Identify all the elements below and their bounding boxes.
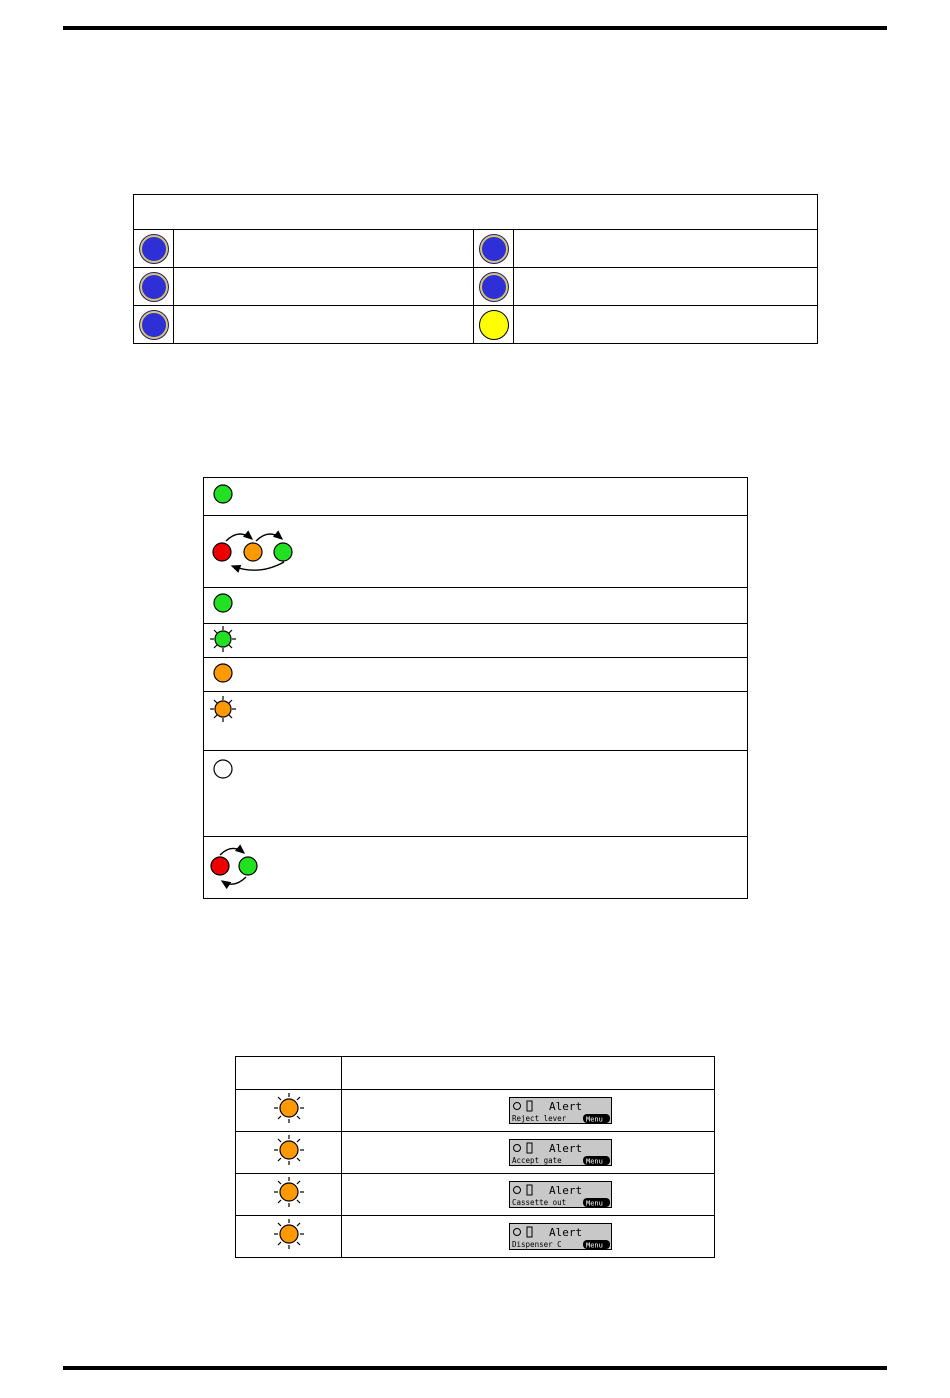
table-row bbox=[236, 1132, 715, 1174]
button-label bbox=[514, 268, 818, 306]
blue-button-icon bbox=[480, 235, 508, 263]
button-legend-table bbox=[133, 194, 818, 344]
table-row bbox=[134, 268, 818, 306]
lcd-menu-button: Menu bbox=[586, 1241, 603, 1249]
top-rule bbox=[63, 26, 887, 30]
lcd-title: Alert bbox=[549, 1183, 583, 1197]
lcd-message: Reject lever bbox=[512, 1113, 567, 1123]
table-row bbox=[236, 1216, 715, 1258]
orange-led-flashing-icon bbox=[272, 1133, 306, 1167]
orange-led-steady-icon bbox=[204, 658, 244, 686]
lcd-menu-button: Menu bbox=[586, 1199, 603, 1207]
lcd-display bbox=[509, 1097, 613, 1125]
table-row bbox=[236, 1090, 715, 1132]
green-led-flashing-icon bbox=[204, 624, 244, 652]
led-alternate-red-green-icon bbox=[204, 837, 274, 893]
yellow-button-icon bbox=[479, 310, 509, 340]
button-label bbox=[514, 230, 818, 268]
green-led-steady-icon bbox=[204, 588, 244, 618]
blue-button-icon bbox=[140, 235, 168, 263]
orange-led-flashing-icon bbox=[204, 692, 244, 724]
table-row bbox=[204, 751, 748, 837]
table-row bbox=[204, 516, 748, 588]
blue-button-icon bbox=[140, 311, 168, 339]
lcd-message: Accept gate bbox=[512, 1155, 562, 1165]
led-off-icon bbox=[204, 751, 244, 783]
lcd-menu-button: Menu bbox=[586, 1115, 603, 1123]
button-legend-header bbox=[134, 195, 818, 230]
orange-led-flashing-icon bbox=[272, 1217, 306, 1251]
orange-led-flashing-icon bbox=[272, 1091, 306, 1125]
green-led-steady-icon bbox=[204, 478, 244, 510]
table-row bbox=[204, 692, 748, 751]
lcd-title: Alert bbox=[549, 1141, 583, 1155]
alert-table-header bbox=[236, 1057, 715, 1090]
lcd-message: Dispenser C bbox=[512, 1239, 562, 1249]
alert-table bbox=[235, 1056, 715, 1258]
bottom-rule bbox=[63, 1366, 887, 1370]
table-row bbox=[204, 624, 748, 658]
button-label bbox=[514, 306, 818, 344]
lcd-menu-button: Menu bbox=[586, 1157, 603, 1165]
lcd-display bbox=[509, 1139, 613, 1167]
table-row bbox=[134, 230, 818, 268]
blue-button-icon bbox=[480, 273, 508, 301]
led-cycle-red-orange-green-icon bbox=[204, 516, 304, 582]
led-column-header bbox=[236, 1057, 342, 1090]
display-column-header bbox=[342, 1057, 715, 1090]
table-row bbox=[204, 478, 748, 516]
button-label bbox=[174, 268, 474, 306]
button-label bbox=[174, 230, 474, 268]
table-row bbox=[236, 1174, 715, 1216]
button-label bbox=[174, 306, 474, 344]
lcd-message: Cassette out bbox=[512, 1197, 567, 1207]
table-row bbox=[204, 837, 748, 899]
blue-button-icon bbox=[140, 273, 168, 301]
orange-led-flashing-icon bbox=[272, 1175, 306, 1209]
lcd-display bbox=[509, 1223, 613, 1251]
lcd-display bbox=[509, 1181, 613, 1209]
table-row bbox=[134, 306, 818, 344]
table-row bbox=[204, 588, 748, 624]
led-status-table bbox=[203, 477, 748, 899]
lcd-title: Alert bbox=[549, 1225, 583, 1239]
table-row bbox=[204, 658, 748, 692]
lcd-title: Alert bbox=[549, 1099, 583, 1113]
